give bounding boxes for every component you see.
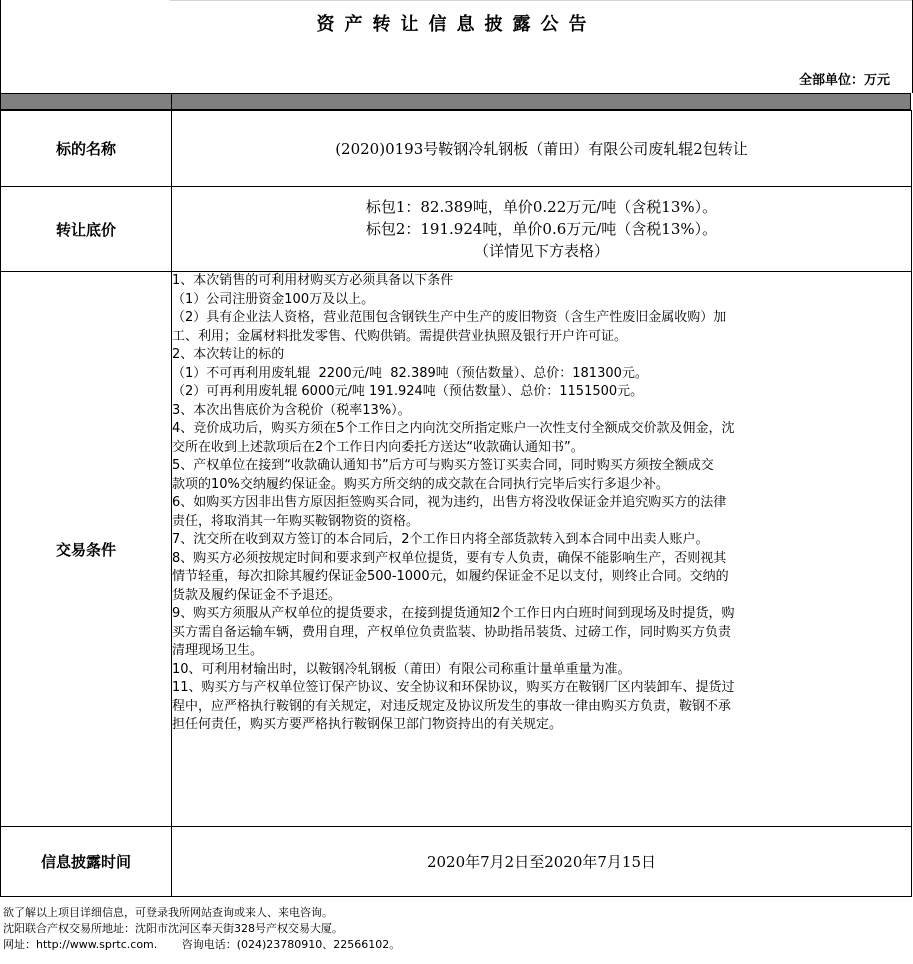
name-value: (2020)0193号鞍钢冷轧钢板（莆田）有限公司废轧辊2包转让 <box>172 111 912 187</box>
condition-line: 款项的10%交纳履约保证金。购买方所交纳的成交款在合同执行完毕后实行多退少补。 <box>172 476 669 492</box>
condition-line: 清理现场卫生。 <box>172 643 264 658</box>
footer-line-inquiry: 欲了解以上项目详细信息，可登录我所网站查询或来人、来电咨询。 <box>3 906 333 919</box>
price-value <box>172 187 912 272</box>
footer-line-contact: 网址：http://www.sprtc.com. 咨询电话：(024)23780910、22566102。 <box>3 938 401 951</box>
conditions-value <box>172 272 912 827</box>
row-time <box>1 827 912 897</box>
condition-line: （2）可再利用废轧辊 6000元/吨 191.924吨（预估数量）、总价：1151500元。 <box>172 384 644 399</box>
page-title: 资产转让信息披露公告 <box>316 14 597 35</box>
condition-line: 3、本次出售底价为含税价（税率13%）。 <box>172 402 411 418</box>
condition-line: 7、沈交所在收到双方签订的本合同后，2个工作日内将全部货款转入到本合同中出卖人账户。 <box>172 532 709 547</box>
condition-line: 买方需自备运输车辆，费用自理，产权单位负责监装、协助指吊装货、过磅工作，同时购买方负责 <box>172 624 732 640</box>
header-band-divider <box>171 94 172 109</box>
time-value: 2020年7月2日至2020年7月15日 <box>172 827 912 897</box>
condition-line: 责任，将取消其一年购买鞍钢物资的资格。 <box>172 513 420 529</box>
condition-line: 9、购买方须服从产权单位的提货要求，在接到提货通知2个工作日内白班时间到现场及时提货，购 <box>172 606 735 621</box>
condition-line: 货款及履约保证金不予退还。 <box>172 587 342 603</box>
price-line-1: 标包1：82.389吨，单价0.22万元/吨（含税13%）。 <box>365 198 718 216</box>
condition-line: 11、购买方与产权单位签订保产协议、安全协议和环保协议，购买方在鞍钢厂区内装卸车、提货过 <box>172 680 735 695</box>
footer-line-address: 沈阳联合产权交易所地址：沈阳市沈河区奉天街328号产权交易大厦。 <box>3 922 343 935</box>
condition-line: 4、竞价成功后，购买方须在5个工作日之内向沈交所指定账户一次性支付全额成交价款及佣金，沈 <box>172 421 735 436</box>
row-price <box>1 187 912 272</box>
price-line-3: （详情见下方表格） <box>473 242 609 260</box>
info-table <box>0 110 912 897</box>
condition-line: 8、购买方必须按规定时间和要求到产权单位提货，要有专人负责，确保不能影响生产，否则视其 <box>172 550 727 566</box>
condition-line: 情节轻重，每次扣除其履约保证金500-1000元，如履约保证金不足以支付，则终止合同。交纳的 <box>172 569 729 584</box>
condition-line: 1、本次销售的可利用材购买方必须具备以下条件 <box>172 273 454 288</box>
condition-line: 工、利用；金属材料批发零售、代购供销。需提供营业执照及银行开户许可证。 <box>172 328 628 344</box>
condition-line: （2）具有企业法人资格，营业范围包含钢铁生产中生产的废旧物资（含生产性废旧金属收购）加 <box>172 310 727 325</box>
row-conditions <box>1 272 912 827</box>
title-area <box>0 0 913 93</box>
price-line-2: 标包2：191.924吨，单价0.6万元/吨（含税13%）。 <box>365 220 718 238</box>
header-band <box>0 93 911 110</box>
unit-note: 全部单位：万元 <box>798 73 890 88</box>
price-label: 转让底价 <box>1 187 172 272</box>
condition-line: 交所在收到上述款项后在2个工作日内向委托方送达“收款确认通知书”。 <box>172 439 584 455</box>
conditions-label: 交易条件 <box>1 272 172 827</box>
condition-line: 5、产权单位在接到“收款确认通知书”后方可与购买方签订买卖合同，同时购买方须按全额成交 <box>172 458 714 473</box>
condition-line: 6、如购买方因非出售方原因拒签购买合同，视为违约，出售方将没收保证金并追究购买方的法律 <box>172 495 727 510</box>
row-name <box>1 111 912 187</box>
condition-line: 程中，应严格执行鞍钢的有关规定，对违反规定及协议所发生的事故一律由购买方负责，鞍钢不承 <box>172 698 732 714</box>
footer-notes <box>0 905 913 953</box>
condition-line: （1）公司注册资金100万及以上。 <box>172 291 375 307</box>
condition-line: 10、可利用材输出时，以鞍钢冷轧钢板（莆田）有限公司称重计量单重量为准。 <box>172 661 631 677</box>
condition-line: （1）不可再利用废轧辊 2200元/吨 82.389吨（预估数量）、总价：181300元。 <box>172 365 648 381</box>
time-label: 信息披露时间 <box>1 827 172 897</box>
condition-line: 2、本次转让的标的 <box>172 347 285 362</box>
name-label: 标的名称 <box>1 111 172 187</box>
condition-line: 担任何责任，购买方要严格执行鞍钢保卫部门物资持出的有关规定。 <box>172 717 563 732</box>
